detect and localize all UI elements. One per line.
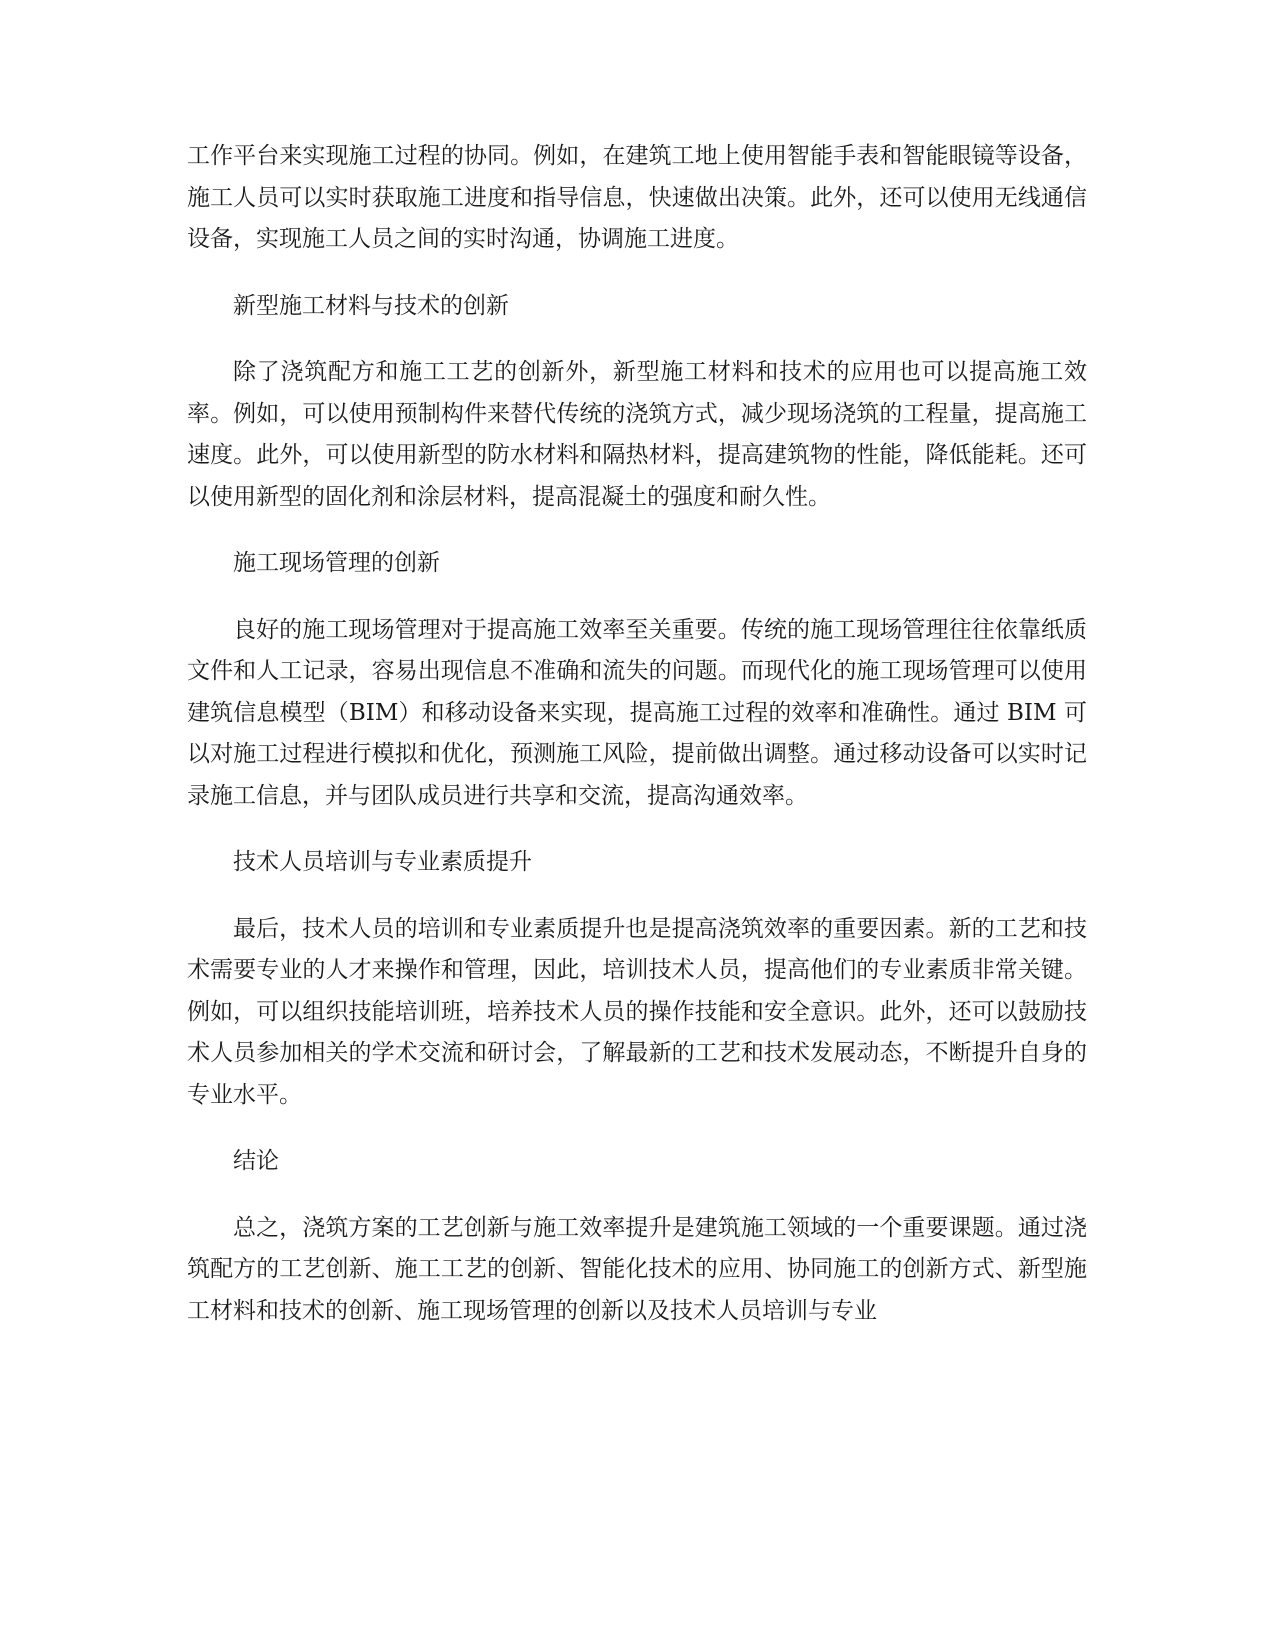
paragraph-collaboration-continued: 工作平台来实现施工过程的协同。例如，在建筑工地上使用智能手表和智能眼镜等设备，施工人员可以实时获取施工进度和指导信息，快速做出决策。此外，还可以使用无线通信设备，实现施工人员之间的实时沟通，协调施工进度。 (187, 143, 1087, 252)
section-heading-conclusion: 结论 (233, 1148, 279, 1174)
document-body (187, 136, 1087, 1357)
paragraph-new-materials: 除了浇筑配方和施工工艺的创新外，新型施工材料和技术的应用也可以提高施工效率。例如，可以使用预制构件来替代传统的浇筑方式，减少现场浇筑的工程量，提高施工速度。此外，可以使用新型的防水材料和隔热材料，提高建筑物的性能，降低能耗。还可以使用新型的固化剂和涂层材料，提高混凝土的强度和耐久性。 (187, 359, 1087, 510)
paragraph-conclusion: 总之，浇筑方案的工艺创新与施工效率提升是建筑施工领域的一个重要课题。通过浇筑配方的工艺创新、施工工艺的创新、智能化技术的应用、协同施工的创新方式、新型施工材料和技术的创新、施工现场管理的创新以及技术人员培训与专业 (187, 1214, 1087, 1324)
paragraph-training: 最后，技术人员的培训和专业素质提升也是提高浇筑效率的重要因素。新的工艺和技术需要专业的人才来操作和管理，因此，培训技术人员，提高他们的专业素质非常关键。例如，可以组织技能培训班，培养技术人员的操作技能和安全意识。此外，还可以鼓励技术人员参加相关的学术交流和研讨会，了解最新的工艺和技术发展动态，不断提升自身的专业水平。 (187, 915, 1087, 1108)
paragraph-site-management: 良好的施工现场管理对于提高施工效率至关重要。传统的施工现场管理往往依靠纸质文件和人工记录，容易出现信息不准确和流失的问题。而现代化的施工现场管理可以使用建筑信息模型（BIM）和移动设备来实现，提高施工过程的效率和准确性。通过 BIM 可以对施工过程进行模拟和优化，预测施工风险，提前做出调整。通过移动设备可以实时记录施工信息，并与团队成员进行共享和交流，提高沟通效率。 (187, 616, 1087, 809)
section-heading-training: 技术人员培训与专业素质提升 (233, 849, 532, 875)
section-heading-site-management: 施工现场管理的创新 (233, 550, 440, 576)
section-heading-new-materials: 新型施工材料与技术的创新 (233, 292, 509, 319)
